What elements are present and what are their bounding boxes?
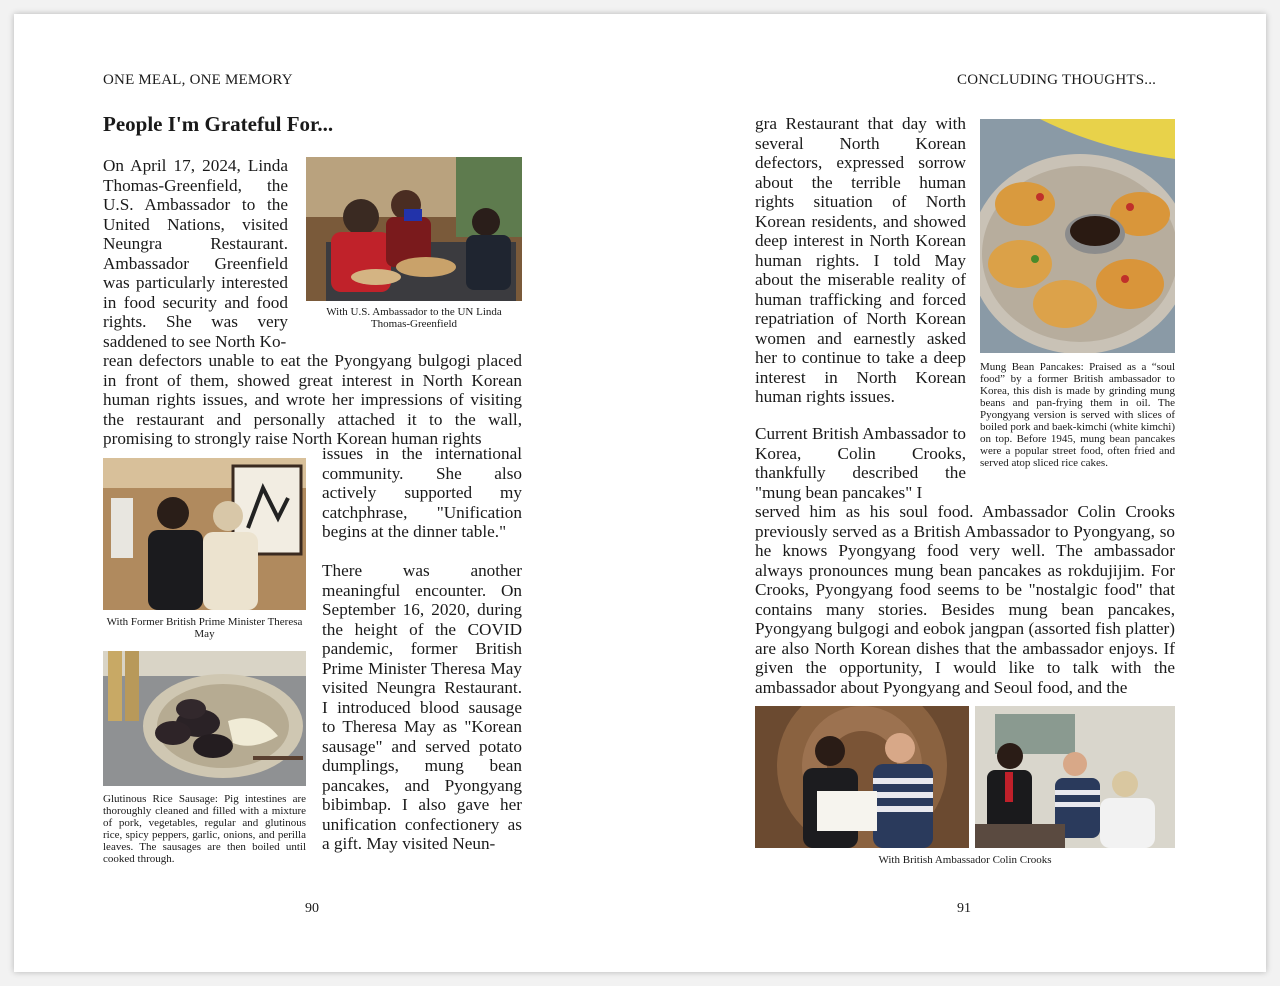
right-running-head: CONCLUDING THOUGHTS... bbox=[957, 72, 1157, 88]
left-para1-narrow: On April 17, 2024, Linda Thomas-Greenfield, the U.S. Ambassador to the United Nations, visited Neungra Restaurant. Ambassador Greenfield was particularly interested in food security and food rights. She was very saddened to see North Ko- bbox=[103, 156, 288, 351]
pancakes-photo bbox=[980, 119, 1175, 353]
right-para1: gra Restaurant that day with several North Korean defectors, expressed sorrow about the terrible human rights situation of North Korean residents, and showed deep interest in North Korean human rights. I told May about the miserable reality of human trafficking and forced repatriation of North Korean women and earnestly asked her to continue to take a deep interest in North Korean human rights issues. bbox=[755, 114, 966, 406]
crooks-caption: With British Ambassador Colin Crooks bbox=[878, 854, 1052, 866]
sausage-caption: Glutinous Rice Sausage: Pig intestines are thoroughly cleaned and filled with a mixture of pork, vegetables, regular and glutinous rice, spicy peppers, garlic, onions, and perilla leaves. The sausages are then boiled until cooked through. bbox=[103, 793, 306, 865]
crooks-photo-1 bbox=[755, 706, 969, 848]
section-heading: People I'm Grateful For... bbox=[103, 112, 334, 136]
left-running-head: ONE MEAL, ONE MEMORY bbox=[103, 72, 293, 88]
sausage-photo bbox=[103, 651, 306, 786]
left-para2: There was another meaningful encounter. On September 16, 2020, during the height of the COVID pandemic, former British Prime Minister Theresa May visited Neungra Restaurant. I introduced blood sausage to Theresa May as "Korean sausage" and served potato dumplings, mung bean pancakes, and Pyongyang bibimbap. I also gave her unification confectionery as a gift. May visited Neun- bbox=[322, 561, 522, 853]
pancakes-caption: Mung Bean Pancakes: Praised as a “soul food” by a former British ambassador to Korea, this dish is made by grinding mung beans and pan-frying them in oil. The Pyongyang version is served with slices of boiled pork and baek-kimchi (white kimchi) on top. Before 1945, mung bean pancakes were a popular street food, often fried and served atop sliced rice cakes. bbox=[980, 361, 1175, 469]
left-para1-full: rean defectors unable to eat the Pyongyang bulgogi placed in front of them, showed great interest in North Korean human rights issues, and wrote her impressions of visiting the restaurant and personally attached it to the wall, promising to strongly raise North Korean human rights bbox=[103, 351, 522, 448]
theresa-may-photo bbox=[103, 458, 306, 610]
right-page-number: 91 bbox=[957, 901, 971, 916]
left-para1-end: issues in the international community. She also actively supported my catchphrase, "Unification begins at the dinner table." bbox=[322, 444, 522, 541]
book-spread bbox=[14, 14, 1266, 972]
left-page-number: 90 bbox=[305, 901, 319, 916]
right-para2-full: served him as his soul food. Ambassador Colin Crooks previously served as a British Ambassador to Pyongyang, so he knows Pyongyang food very well. The ambassador always pronounces mung bean pancakes as rokdujijim. For Crooks, Pyongyang food seems to be "nostalgic food" that contains many stories. Besides mung bean pancakes, Pyongyang bulgogi and eobok jangpan (assorted fish platter) are also North Korean dishes that the ambassador enjoys. If given the opportunity, I would like to talk with the ambassador about Pyongyang and Seoul food, and the bbox=[755, 502, 1175, 697]
greenfield-caption: With U.S. Ambassador to the UN Linda Thomas-Greenfield bbox=[326, 306, 502, 330]
right-para2-narrow: Current British Ambassador to Korea, Colin Crooks, thankfully described the "mung bean pancakes" I bbox=[755, 424, 966, 502]
greenfield-photo bbox=[306, 157, 522, 301]
crooks-photo-2 bbox=[975, 706, 1175, 848]
theresa-may-caption: With Former British Prime Minister Theresa May bbox=[106, 616, 303, 640]
